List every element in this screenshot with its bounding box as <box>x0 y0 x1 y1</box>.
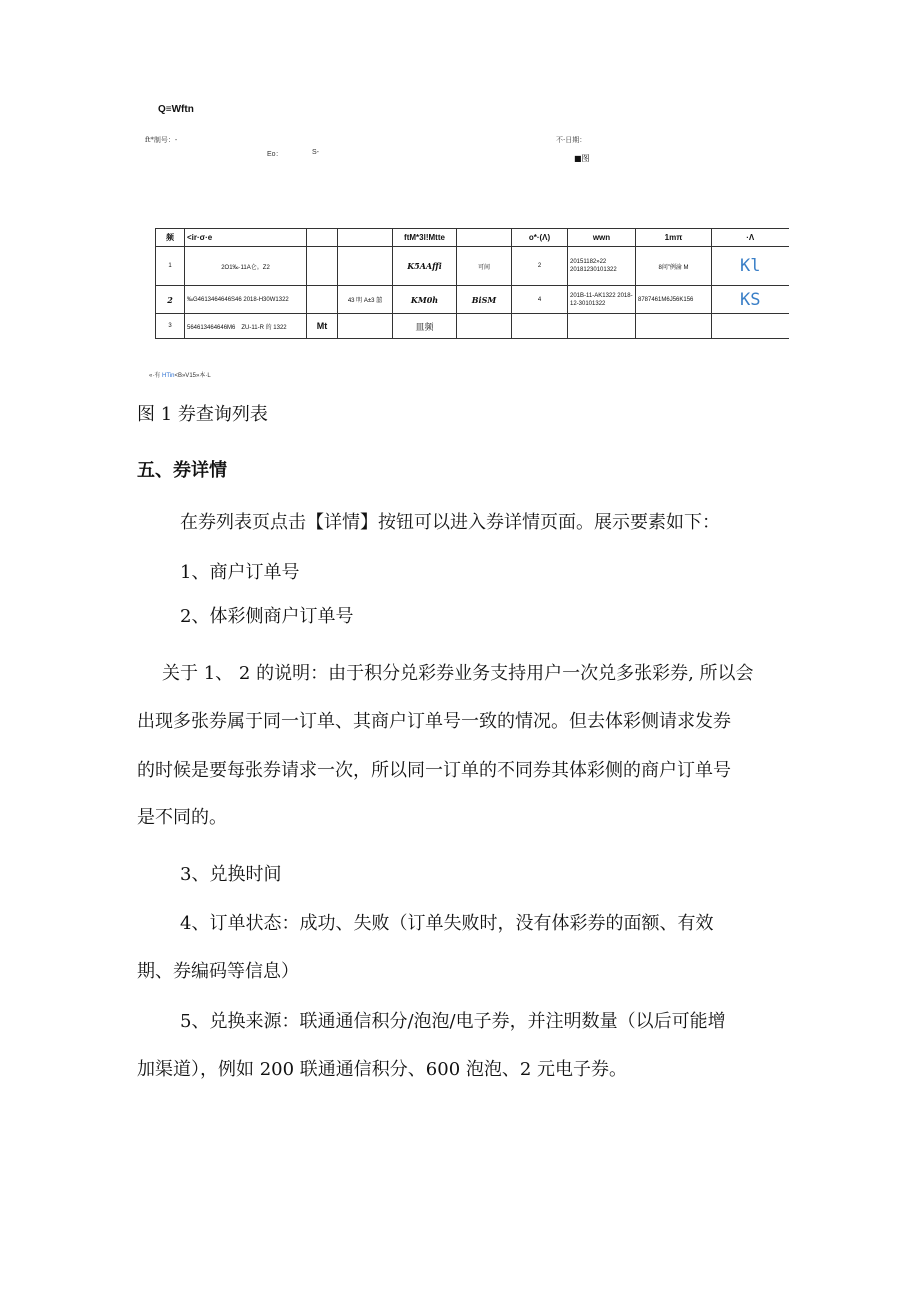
date-label: 不·日期： <box>556 136 587 144</box>
detail-link[interactable]: KS <box>712 286 789 314</box>
table-cell: 201B-11-AK1322 2018-12-30101322 <box>568 286 636 314</box>
section-title: 五、券详情 <box>137 460 227 481</box>
table-cell <box>457 314 512 339</box>
table-cell: 1 <box>156 247 185 286</box>
table-cell: ‰G4613464646S46 2018-H30W1322 <box>185 286 307 314</box>
table-row[interactable] <box>156 314 789 339</box>
footer-link[interactable]: HTin <box>162 373 175 379</box>
footer-suffix: <B»V15»本·L <box>174 373 211 379</box>
table-cell: 3 <box>156 314 185 339</box>
eo-label: Eo： <box>267 151 283 158</box>
table-cell <box>568 314 636 339</box>
query-button[interactable]: ■图 <box>574 154 590 163</box>
list-item: 3、兑换时间 <box>180 864 282 885</box>
table-cell <box>636 314 712 339</box>
list-item: 2、体彩侧商户订单号 <box>180 606 354 627</box>
list-item-continuation: 加渠道），例如 200 联通通信积分、600 泡泡、2 元电子券。 <box>137 1059 628 1080</box>
list-item: 4、订单状态：成功、失败（订单失败时，没有体彩券的面额、有效 <box>180 913 714 934</box>
table-cell: 皿频 <box>393 314 457 339</box>
footer-prefix: «·有 <box>149 373 161 379</box>
column-header <box>457 229 512 247</box>
column-header: <ir·σ·e <box>185 229 307 247</box>
list-item: 5、兑换来源：联通通信积分/泡泡/电子券，并注明数量（以后可能增 <box>180 1011 726 1032</box>
table-cell: KM0h <box>393 286 457 314</box>
table-cell: Mt <box>307 314 338 339</box>
table-cell: 20151182»22 20181230101322 <box>568 247 636 286</box>
table-cell: BiSM <box>457 286 512 314</box>
note-line: 是不同的。 <box>137 807 227 828</box>
list-item-continuation: 期、券编码等信息） <box>137 961 299 982</box>
screenshot-title: Q≡Wftn <box>158 104 194 115</box>
column-header: 1mπ <box>636 229 712 247</box>
figure-caption: 图 1 券查询列表 <box>137 404 268 425</box>
table-cell: 8问”例渝 M <box>636 247 712 286</box>
column-header: 频 <box>156 229 185 247</box>
table-cell: 2 <box>156 286 185 314</box>
table-cell <box>338 247 393 286</box>
intro-paragraph: 在券列表页点击【详情】按钮可以进入券详情页面。展示要素如下： <box>180 512 720 533</box>
pagination-footer <box>149 370 211 379</box>
table-cell: 564613464646M6 ZU-11-R 的 1322 <box>185 314 307 339</box>
table-cell: 8787461M6J56K156 <box>636 286 712 314</box>
column-header: ftM*3l!Mtte <box>393 229 457 247</box>
detail-link[interactable]: Kl <box>712 247 789 286</box>
table-cell <box>307 247 338 286</box>
table-cell: 2 <box>512 247 568 286</box>
table-cell: K5AAffi <box>393 247 457 286</box>
table-header-row <box>156 229 789 247</box>
note-line: 关于 1、 2 的说明：由于积分兑彩券业务支持用户一次兑多张彩券, 所以会 <box>162 663 754 684</box>
s-label: S- <box>312 149 319 156</box>
column-header: o*·(Λ) <box>512 229 568 247</box>
coupon-list-table <box>155 228 789 339</box>
table-row[interactable] <box>156 286 789 314</box>
table-cell <box>307 286 338 314</box>
note-line: 的时候是要每张券请求一次，所以同一订单的不同券其体彩侧的商户订单号 <box>137 760 731 781</box>
column-header <box>338 229 393 247</box>
table-cell: 4 <box>512 286 568 314</box>
order-number-label: ft*制号：- <box>145 136 178 144</box>
table-cell <box>712 314 789 339</box>
column-header: wwn <box>568 229 636 247</box>
table-row[interactable] <box>156 247 789 286</box>
table-cell: 43 明 A±3 囍 <box>338 286 393 314</box>
column-header: ·Λ <box>712 229 789 247</box>
table-cell <box>338 314 393 339</box>
table-cell <box>512 314 568 339</box>
table-cell: 2O1‰·11A仑。Z2 <box>185 247 307 286</box>
list-item: 1、商户订单号 <box>180 562 300 583</box>
note-line: 出现多张券属于同一订单、其商户订单号一致的情况。但去体彩侧请求发券 <box>137 711 731 732</box>
table-cell: 可间 <box>457 247 512 286</box>
column-header <box>307 229 338 247</box>
